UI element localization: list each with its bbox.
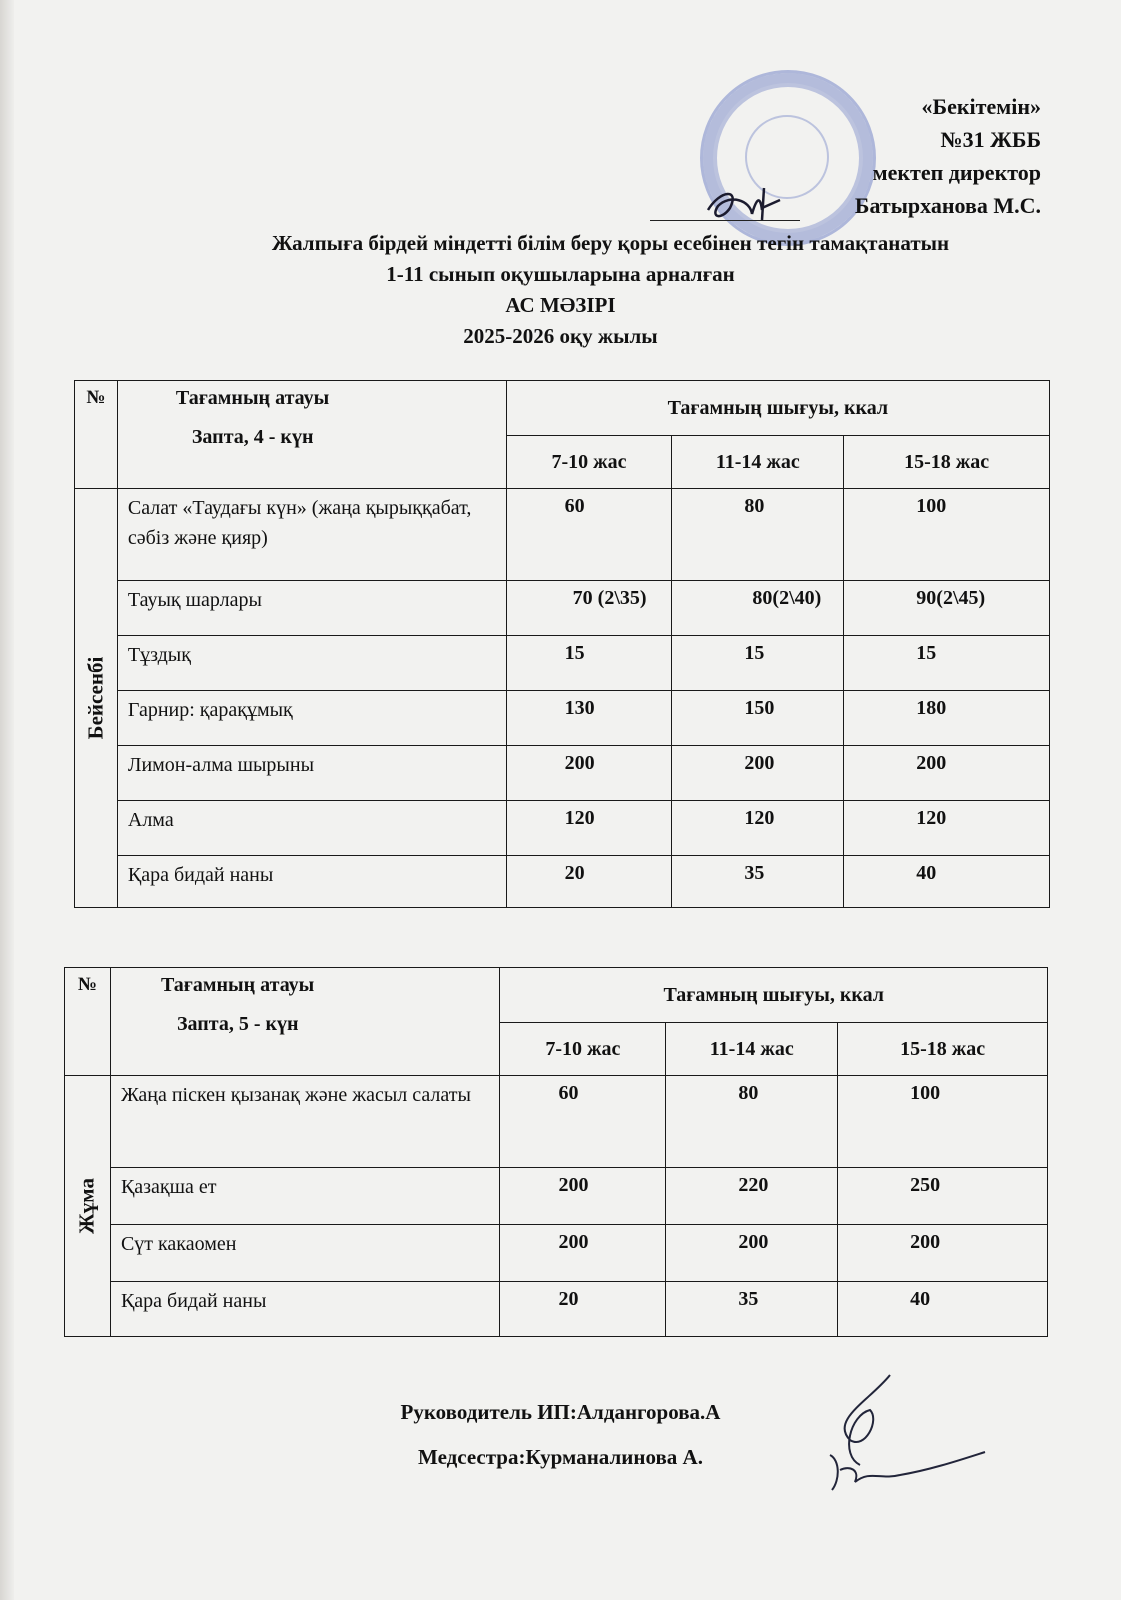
kcal-value: 200 <box>500 1225 666 1282</box>
kcal-value: 120 <box>506 801 672 856</box>
dish-name: Қазақша ет <box>110 1168 500 1225</box>
title-line-2: 1-11 сынып оқушыларына арналған <box>386 262 735 286</box>
approval-block <box>855 90 1041 222</box>
age-group-header: 11-14 жас <box>666 1023 838 1076</box>
manager-signature-line: Руководитель ИП:Алдангорова.А <box>400 1400 721 1424</box>
kcal-value: 200 <box>666 1225 838 1282</box>
kcal-value: 15 <box>844 636 1050 691</box>
kcal-value: 80 <box>672 489 844 581</box>
day-cell <box>75 489 118 908</box>
num-header: № <box>75 381 118 489</box>
dish-name: Гарнир: қарақұмық <box>117 691 506 746</box>
kcal-value: 20 <box>506 856 672 908</box>
week-day-label: Запта, 4 - күн <box>191 426 314 448</box>
dish-name: Сүт какаомен <box>110 1225 500 1282</box>
num-header: № <box>65 968 111 1076</box>
age-group-header: 15-18 жас <box>838 1023 1048 1076</box>
table-row <box>75 691 1050 746</box>
week-day-label: Запта, 5 - күн <box>176 1013 299 1035</box>
director-name: Батырханова М.С. <box>854 193 1041 218</box>
day-name: Бейсенбі <box>83 656 108 740</box>
kcal-value: 250 <box>838 1168 1048 1225</box>
age-group-header: 15-18 жас <box>844 436 1050 489</box>
menu-table-day-4 <box>74 380 1050 908</box>
dish-name-header-label: Тағамның атауы <box>175 387 330 409</box>
dish-name-header-label: Тағамның атауы <box>160 974 315 996</box>
table-row <box>75 581 1050 636</box>
title-line-1: Жалпыға бірдей міндетті білім беру қоры есебінен тегін тамақтанатын <box>271 231 950 255</box>
kcal-value: 60 <box>506 489 672 581</box>
table-row <box>75 801 1050 856</box>
title-line-3: АС МӘЗІРІ <box>505 293 616 317</box>
table-row <box>65 1076 1048 1168</box>
kcal-value: 100 <box>844 489 1050 581</box>
kcal-value: 15 <box>506 636 672 691</box>
day-cell <box>65 1076 111 1337</box>
dish-name: Тұздық <box>117 636 506 691</box>
title-line-4: 2025-2026 оқу жылы <box>463 324 658 348</box>
kcal-value: 200 <box>672 746 844 801</box>
kcal-value: 60 <box>500 1076 666 1168</box>
kcal-value: 15 <box>672 636 844 691</box>
kcal-value: 200 <box>838 1225 1048 1282</box>
kcal-value: 80 <box>666 1076 838 1168</box>
dish-name: Жаңа піскен қызанақ және жасыл салаты <box>110 1076 500 1168</box>
table-row <box>65 1225 1048 1282</box>
kcal-value: 20 <box>500 1282 666 1337</box>
nurse-signature-line: Медсестра:Курманалинова А. <box>418 1445 703 1469</box>
kcal-value: 180 <box>844 691 1050 746</box>
director-signature-icon <box>700 180 790 230</box>
kcal-value: 120 <box>672 801 844 856</box>
kcal-value: 200 <box>844 746 1050 801</box>
dish-name: Лимон-алма шырыны <box>117 746 506 801</box>
table-row <box>75 746 1050 801</box>
school-number: №31 ЖББ <box>940 127 1041 152</box>
kcal-value: 90(2\45) <box>844 581 1050 636</box>
document-title <box>0 228 1121 352</box>
dish-name: Салат «Таудағы күн» (жаңа қырыққабат, сәбіз және қияр) <box>117 489 506 581</box>
kcal-value: 130 <box>506 691 672 746</box>
kcal-value: 40 <box>838 1282 1048 1337</box>
kcal-value: 70 (2\35) <box>506 581 672 636</box>
table-row <box>65 1282 1048 1337</box>
dish-name: Алма <box>117 801 506 856</box>
dish-name-header <box>117 381 506 489</box>
kcal-header: Тағамның шығуы, ккал <box>500 968 1048 1023</box>
day-name: Жұма <box>74 1178 99 1234</box>
dish-name: Қара бидай наны <box>110 1282 500 1337</box>
kcal-value: 120 <box>844 801 1050 856</box>
dish-name-header <box>110 968 500 1076</box>
kcal-value: 200 <box>500 1168 666 1225</box>
age-group-header: 7-10 жас <box>506 436 672 489</box>
kcal-value: 200 <box>506 746 672 801</box>
dish-name: Қара бидай наны <box>117 856 506 908</box>
kcal-value: 100 <box>838 1076 1048 1168</box>
kcal-header: Тағамның шығуы, ккал <box>506 381 1049 436</box>
dish-name: Тауық шарлары <box>117 581 506 636</box>
signature-line <box>650 220 800 221</box>
table-row <box>65 1168 1048 1225</box>
kcal-value: 150 <box>672 691 844 746</box>
table-row <box>75 489 1050 581</box>
handwritten-signature-icon <box>810 1370 990 1500</box>
table-row <box>75 636 1050 691</box>
kcal-value: 220 <box>666 1168 838 1225</box>
director-title: мектеп директор <box>872 160 1041 185</box>
kcal-value: 40 <box>844 856 1050 908</box>
table-row <box>75 856 1050 908</box>
menu-table-day-5 <box>64 967 1048 1337</box>
age-group-header: 11-14 жас <box>672 436 844 489</box>
kcal-value: 35 <box>672 856 844 908</box>
kcal-value: 80(2\40) <box>672 581 844 636</box>
approval-heading: «Бекітемін» <box>921 94 1041 119</box>
kcal-value: 35 <box>666 1282 838 1337</box>
age-group-header: 7-10 жас <box>500 1023 666 1076</box>
